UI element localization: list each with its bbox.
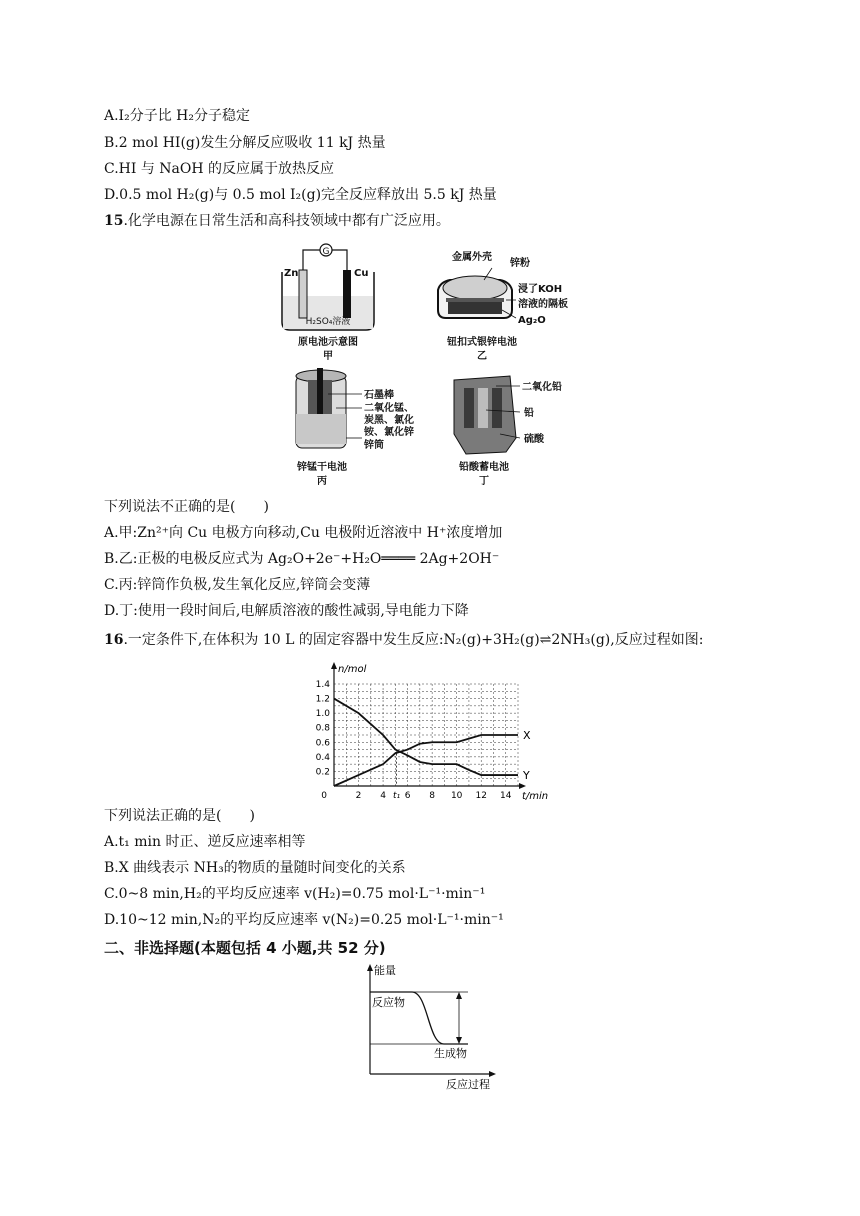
cu-label: Cu (354, 268, 369, 279)
x-axis-title: t/min (522, 791, 549, 802)
separator-label-2: 溶液的隔板 (518, 299, 568, 310)
q16-stem (104, 630, 703, 650)
y-axis-arrow (331, 662, 337, 669)
x-tick-label: 4 (380, 791, 386, 801)
galvanometer-label: G (322, 247, 330, 257)
q16-option-d: D.10~12 min,N₂的平均反应速率 v(N₂)=0.25 mol·L⁻¹·min⁻¹ (104, 912, 504, 928)
ding-caption: 铅酸蓄电池 (459, 462, 509, 473)
shell-label: 金属外壳 (452, 252, 492, 263)
reaction-progress-label: 反应过程 (446, 1078, 490, 1091)
jia-caption: 原电池示意图 (298, 337, 358, 348)
q14-option-a: A.I₂分子比 H₂分子稳定 (104, 108, 250, 124)
series-line-x (334, 735, 518, 786)
q14-option-d: D.0.5 mol H₂(g)与 0.5 mol I₂(g)完全反应释放出 5.5 kJ 热量 (104, 187, 497, 203)
series-label-y: Y (523, 769, 530, 783)
q15-option-c: C.丙:锌筒作负极,发生氧化反应,锌筒会变薄 (104, 577, 371, 593)
q14-option-b: B.2 mol HI(g)发生分解反应吸收 11 kJ 热量 (104, 135, 386, 151)
x-axis-arrow (519, 783, 526, 789)
series-line-y (334, 699, 518, 776)
q15-option-b: B.乙:正极的电极反应式为 Ag₂O+2e⁻+H₂O════ 2Ag+2OH⁻ (104, 551, 500, 567)
x-tick-label: 2 (355, 791, 362, 801)
q15-option-d: D.丁:使用一段时间后,电解质溶液的酸性减弱,导电能力下降 (104, 603, 469, 619)
y-tick-label: 0.4 (315, 752, 330, 763)
zn-label: Zn (284, 268, 299, 279)
section2-title: 二、非选择题(本题包括 4 小题,共 52 分) (104, 939, 386, 957)
q15-number: 15 (104, 213, 124, 229)
product-label: 生成物 (434, 1047, 467, 1060)
zinc-powder-label: 锌粉 (510, 258, 530, 269)
acid-label: 硫酸 (524, 434, 544, 445)
galvanic-cell-diagram (282, 244, 374, 362)
q16-prompt: 下列说法正确的是( ) (104, 808, 255, 824)
q15-stem (104, 211, 450, 231)
y-tick-label: 1.0 (315, 709, 330, 720)
ag2o-label: Ag₂O (518, 315, 546, 326)
q14-option-c: C.HI 与 NaOH 的反应属于放热反应 (104, 161, 335, 177)
separator-label-1: 浸了KOH (518, 284, 563, 295)
yi-caption: 钮扣式银锌电池 (447, 337, 517, 348)
x-tick-label: 8 (429, 791, 436, 801)
button-cell-diagram (438, 250, 568, 362)
paste-label-2: 炭黑、氯化 (364, 415, 414, 426)
yi-sublabel: 乙 (477, 351, 487, 362)
q16-stem-text: .一定条件下,在体积为 10 L 的固定容器中发生反应:N₂(g)+3H₂(g)⇌2NH₃(g),反应过程如图: (123, 632, 704, 648)
y-tick-label: 0.6 (315, 738, 330, 749)
x-tick-label: 14 (500, 791, 512, 801)
paste-label-1: 二氧化锰、 (364, 403, 414, 414)
energy-axis-label: 能量 (374, 964, 396, 977)
jia-sublabel: 甲 (323, 351, 333, 362)
pb-label: 铅 (524, 408, 534, 419)
pbo2-label: 二氧化铅 (522, 382, 562, 393)
q15-prompt: 下列说法不正确的是( ) (104, 499, 269, 515)
chart-ticks (316, 680, 512, 801)
series-label-x: X (523, 729, 531, 742)
q16-option-b: B.X 曲线表示 NH₃的物质的量随时间变化的关系 (104, 860, 406, 876)
zinc-can-label: 锌筒 (364, 440, 384, 451)
ding-sublabel: 丁 (479, 476, 489, 487)
bing-sublabel: 丙 (317, 476, 327, 487)
y-tick-label: 1.4 (315, 680, 330, 690)
y-axis-title: n/mol (338, 664, 367, 675)
x-tick-label: 12 (475, 791, 487, 801)
y-tick-label: 1.2 (315, 694, 330, 705)
y-tick-label: 0.8 (315, 723, 330, 734)
q16-option-c: C.0~8 min,H₂的平均反应速率 v(H₂)=0.75 mol·L⁻¹·min⁻¹ (104, 886, 486, 902)
n-vs-t-chart (300, 656, 550, 806)
q16-option-a: A.t₁ min 时正、逆反应速率相等 (104, 834, 306, 850)
lead-acid-diagram (454, 376, 562, 487)
chart-axes (331, 662, 548, 802)
reactant-label: 反应物 (372, 996, 405, 1009)
battery-figure (270, 238, 600, 490)
paste-label-3: 铵、氯化锌 (364, 427, 414, 438)
x-tick-label: t₁ (392, 791, 401, 801)
x-tick-label: 10 (450, 791, 463, 801)
y-tick-label: 0.2 (315, 767, 330, 778)
bing-caption: 锌锰干电池 (297, 462, 347, 473)
graphite-rod-label: 石墨棒 (364, 390, 394, 401)
energy-diagram (350, 962, 510, 1094)
x-tick-label: 6 (404, 791, 411, 801)
dry-cell-diagram (296, 368, 414, 487)
q15-stem-text: .化学电源在日常生活和高科技领域中都有广泛应用。 (123, 213, 450, 229)
origin-label: 0 (321, 791, 327, 801)
q15-option-a: A.甲:Zn²⁺向 Cu 电极方向移动,Cu 电极附近溶液中 H⁺浓度增加 (104, 525, 503, 541)
q16-number: 16 (104, 632, 124, 648)
solution-label: H₂SO₄溶液 (305, 317, 351, 327)
